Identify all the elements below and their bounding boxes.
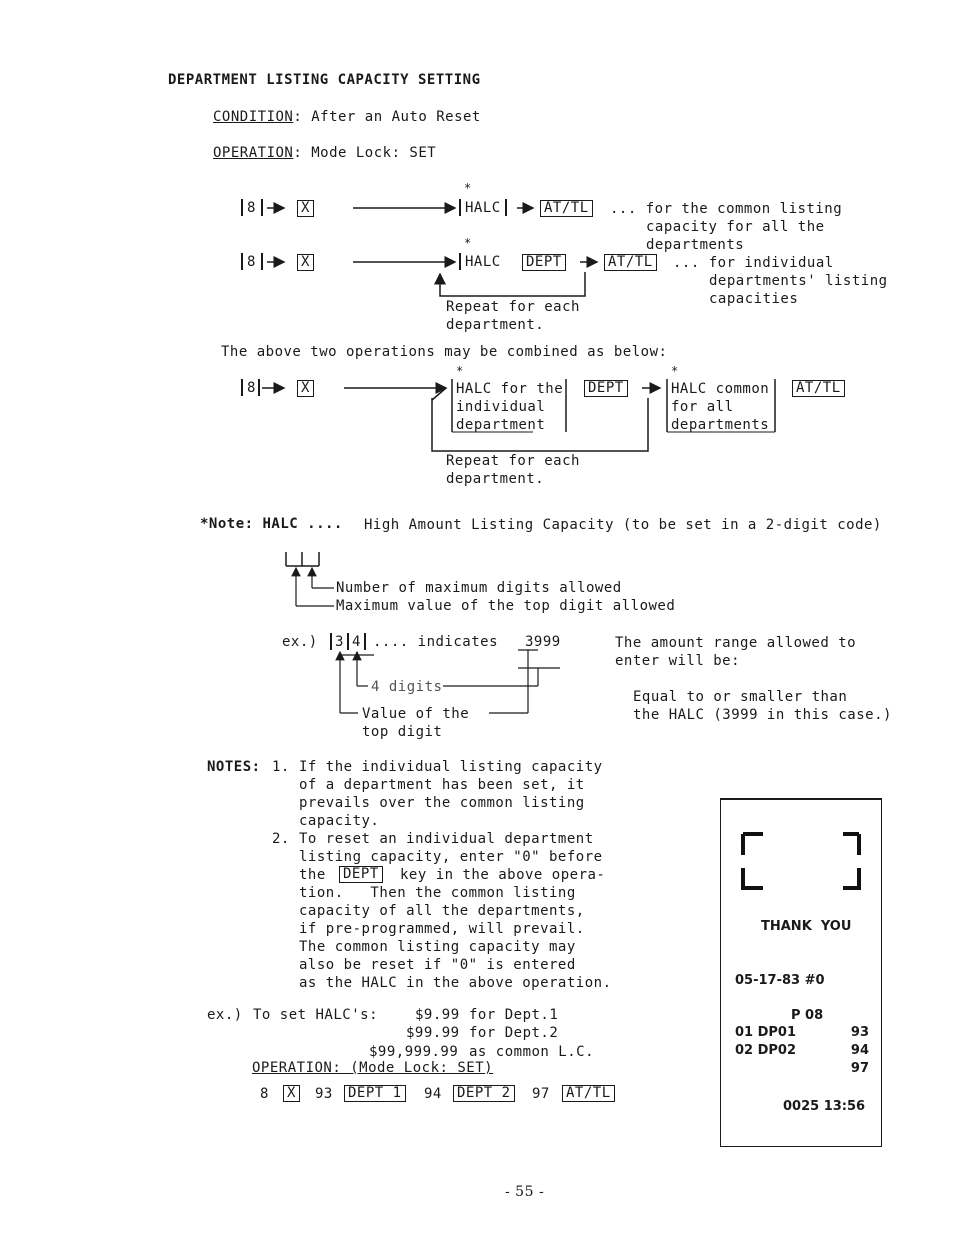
box1-line: individual bbox=[456, 399, 546, 415]
note-line: the bbox=[299, 867, 326, 883]
box2-line: HALC common bbox=[671, 381, 770, 397]
notes-label: NOTES: bbox=[207, 759, 261, 775]
key-bar bbox=[241, 253, 243, 270]
key-bar bbox=[241, 199, 243, 216]
desc-line: departments' listing bbox=[709, 273, 888, 289]
key-x: X bbox=[297, 380, 314, 397]
amount-desc: for Dept.1 bbox=[469, 1007, 559, 1023]
note-line: listing capacity, enter "0" before bbox=[299, 849, 603, 865]
example-prefix: ex.) bbox=[207, 1007, 243, 1023]
receipt-item-value: 94 bbox=[850, 1043, 869, 1058]
receipt-thank-you: THANK YOU bbox=[761, 919, 852, 934]
key-dept: DEPT bbox=[339, 866, 383, 883]
halc-label: HALC bbox=[465, 254, 501, 270]
operation-label: OPERATION bbox=[213, 145, 294, 161]
note-number: 2. bbox=[272, 831, 290, 847]
desc-line: ... for the common listing bbox=[610, 201, 843, 217]
star-mark: * bbox=[456, 364, 464, 378]
receipt-date: 05-17-83 #0 bbox=[735, 973, 825, 988]
logo-frame-icon bbox=[721, 800, 881, 900]
note-line: prevails over the common listing bbox=[299, 795, 585, 811]
amount: $99,999.99 bbox=[369, 1044, 459, 1060]
repeat-line: department. bbox=[446, 471, 545, 487]
receipt-footer: 0025 13:56 bbox=[783, 1099, 866, 1114]
note-line: key in the above opera- bbox=[400, 867, 606, 883]
top-digit-line: Value of the bbox=[362, 706, 470, 722]
star-mark: * bbox=[464, 181, 472, 195]
note-line: tion. Then the common listing bbox=[299, 885, 576, 901]
note-line: To reset an individual department bbox=[299, 831, 594, 847]
halc-label: HALC bbox=[465, 200, 501, 216]
amount: $9.99 bbox=[415, 1007, 460, 1023]
key-eight: 8 bbox=[247, 254, 256, 270]
operation-text: : Mode Lock: SET bbox=[293, 145, 437, 161]
repeat-line: department. bbox=[446, 317, 545, 333]
note-text: High Amount Listing Capacity (to be set in a 2-digit code) bbox=[364, 517, 882, 533]
note-line: if pre-programmed, will prevail. bbox=[299, 921, 585, 937]
key-bar bbox=[459, 199, 461, 216]
seq-num: 8 bbox=[260, 1086, 269, 1102]
note-line: also be reset if "0" is entered bbox=[299, 957, 576, 973]
equal-line: Equal to or smaller than bbox=[633, 689, 848, 705]
receipt-item-code: 02 DP02 bbox=[735, 1043, 797, 1058]
condition-line bbox=[213, 108, 481, 126]
key-dept: DEPT bbox=[584, 380, 628, 397]
box1-line: HALC for the bbox=[456, 381, 564, 397]
note-line: of a department has been set, it bbox=[299, 777, 585, 793]
key-bar bbox=[347, 633, 349, 650]
desc-line: departments bbox=[646, 237, 745, 253]
box2-line: for all bbox=[671, 399, 734, 415]
receipt-item-value: 97 bbox=[850, 1061, 869, 1076]
range-line: The amount range allowed to bbox=[615, 635, 857, 651]
combined-intro: The above two operations may be combined as below: bbox=[221, 344, 668, 360]
key-bar bbox=[261, 199, 263, 216]
key-bar bbox=[330, 633, 332, 650]
box2-line: departments bbox=[671, 417, 770, 433]
desc-line: ... for individual bbox=[673, 255, 834, 271]
key-x: X bbox=[297, 200, 314, 217]
amount-desc: as common L.C. bbox=[469, 1044, 595, 1060]
operation-line bbox=[213, 144, 436, 162]
digit-one: 3 bbox=[335, 634, 344, 650]
key-dept: DEPT bbox=[522, 254, 566, 271]
key-dept-1: DEPT 1 bbox=[344, 1085, 406, 1102]
desc-line: capacity for all the bbox=[646, 219, 825, 235]
example-label: To set HALC's: bbox=[253, 1007, 379, 1023]
page-number: - 55 - bbox=[505, 1184, 545, 1200]
note-line: If the individual listing capacity bbox=[299, 759, 603, 775]
digits-label: 4 digits bbox=[371, 679, 443, 695]
note-label: *Note: HALC .... bbox=[200, 516, 343, 532]
note-line2: Maximum value of the top digit allowed bbox=[336, 598, 676, 614]
key-attl: AT/TL bbox=[604, 254, 657, 271]
desc-line: capacities bbox=[709, 291, 799, 307]
key-eight: 8 bbox=[247, 380, 256, 396]
amount-desc: for Dept.2 bbox=[469, 1025, 559, 1041]
key-x: X bbox=[297, 254, 314, 271]
digit-two: 4 bbox=[352, 634, 361, 650]
receipt-p-line: P 08 bbox=[791, 1008, 824, 1023]
key-attl: AT/TL bbox=[792, 380, 845, 397]
box1-line: department bbox=[456, 417, 546, 433]
receipt bbox=[720, 798, 882, 1147]
seq-num: 97 bbox=[532, 1086, 550, 1102]
star-mark: * bbox=[464, 236, 472, 250]
key-bar bbox=[459, 253, 461, 270]
range-line: enter will be: bbox=[615, 653, 741, 669]
note-line: capacity of all the departments, bbox=[299, 903, 585, 919]
example-prefix: ex.) bbox=[282, 634, 318, 650]
star-mark: * bbox=[671, 364, 679, 378]
note-line: The common listing capacity may bbox=[299, 939, 576, 955]
condition-text: : After an Auto Reset bbox=[293, 109, 481, 125]
halc-value: 3999 bbox=[525, 634, 561, 650]
key-attl: AT/TL bbox=[562, 1085, 615, 1102]
key-bar bbox=[505, 199, 507, 216]
operation-sub: OPERATION: (Mode Lock: SET) bbox=[252, 1060, 494, 1076]
note-line: capacity. bbox=[299, 813, 380, 829]
seq-num: 94 bbox=[424, 1086, 442, 1102]
repeat-line: Repeat for each bbox=[446, 453, 580, 469]
equal-line: the HALC (3999 in this case.) bbox=[633, 707, 892, 723]
receipt-item-code: 01 DP01 bbox=[735, 1025, 797, 1040]
key-dept-2: DEPT 2 bbox=[453, 1085, 515, 1102]
note-number: 1. bbox=[272, 759, 290, 775]
repeat-line: Repeat for each bbox=[446, 299, 580, 315]
note-line: as the HALC in the above operation. bbox=[299, 975, 612, 991]
key-bar bbox=[261, 253, 263, 270]
indicates-text: .... indicates bbox=[373, 634, 499, 650]
receipt-item-value: 93 bbox=[850, 1025, 869, 1040]
key-eight: 8 bbox=[247, 200, 256, 216]
key-bar bbox=[364, 633, 366, 650]
note-line1: Number of maximum digits allowed bbox=[336, 580, 622, 596]
top-digit-line: top digit bbox=[362, 724, 443, 740]
key-attl: AT/TL bbox=[540, 200, 593, 217]
page-title: DEPARTMENT LISTING CAPACITY SETTING bbox=[168, 72, 481, 88]
key-bar bbox=[258, 379, 260, 396]
amount: $99.99 bbox=[406, 1025, 460, 1041]
key-x: X bbox=[283, 1085, 300, 1102]
key-bar bbox=[241, 379, 243, 396]
condition-label: CONDITION bbox=[213, 109, 294, 125]
seq-num: 93 bbox=[315, 1086, 333, 1102]
